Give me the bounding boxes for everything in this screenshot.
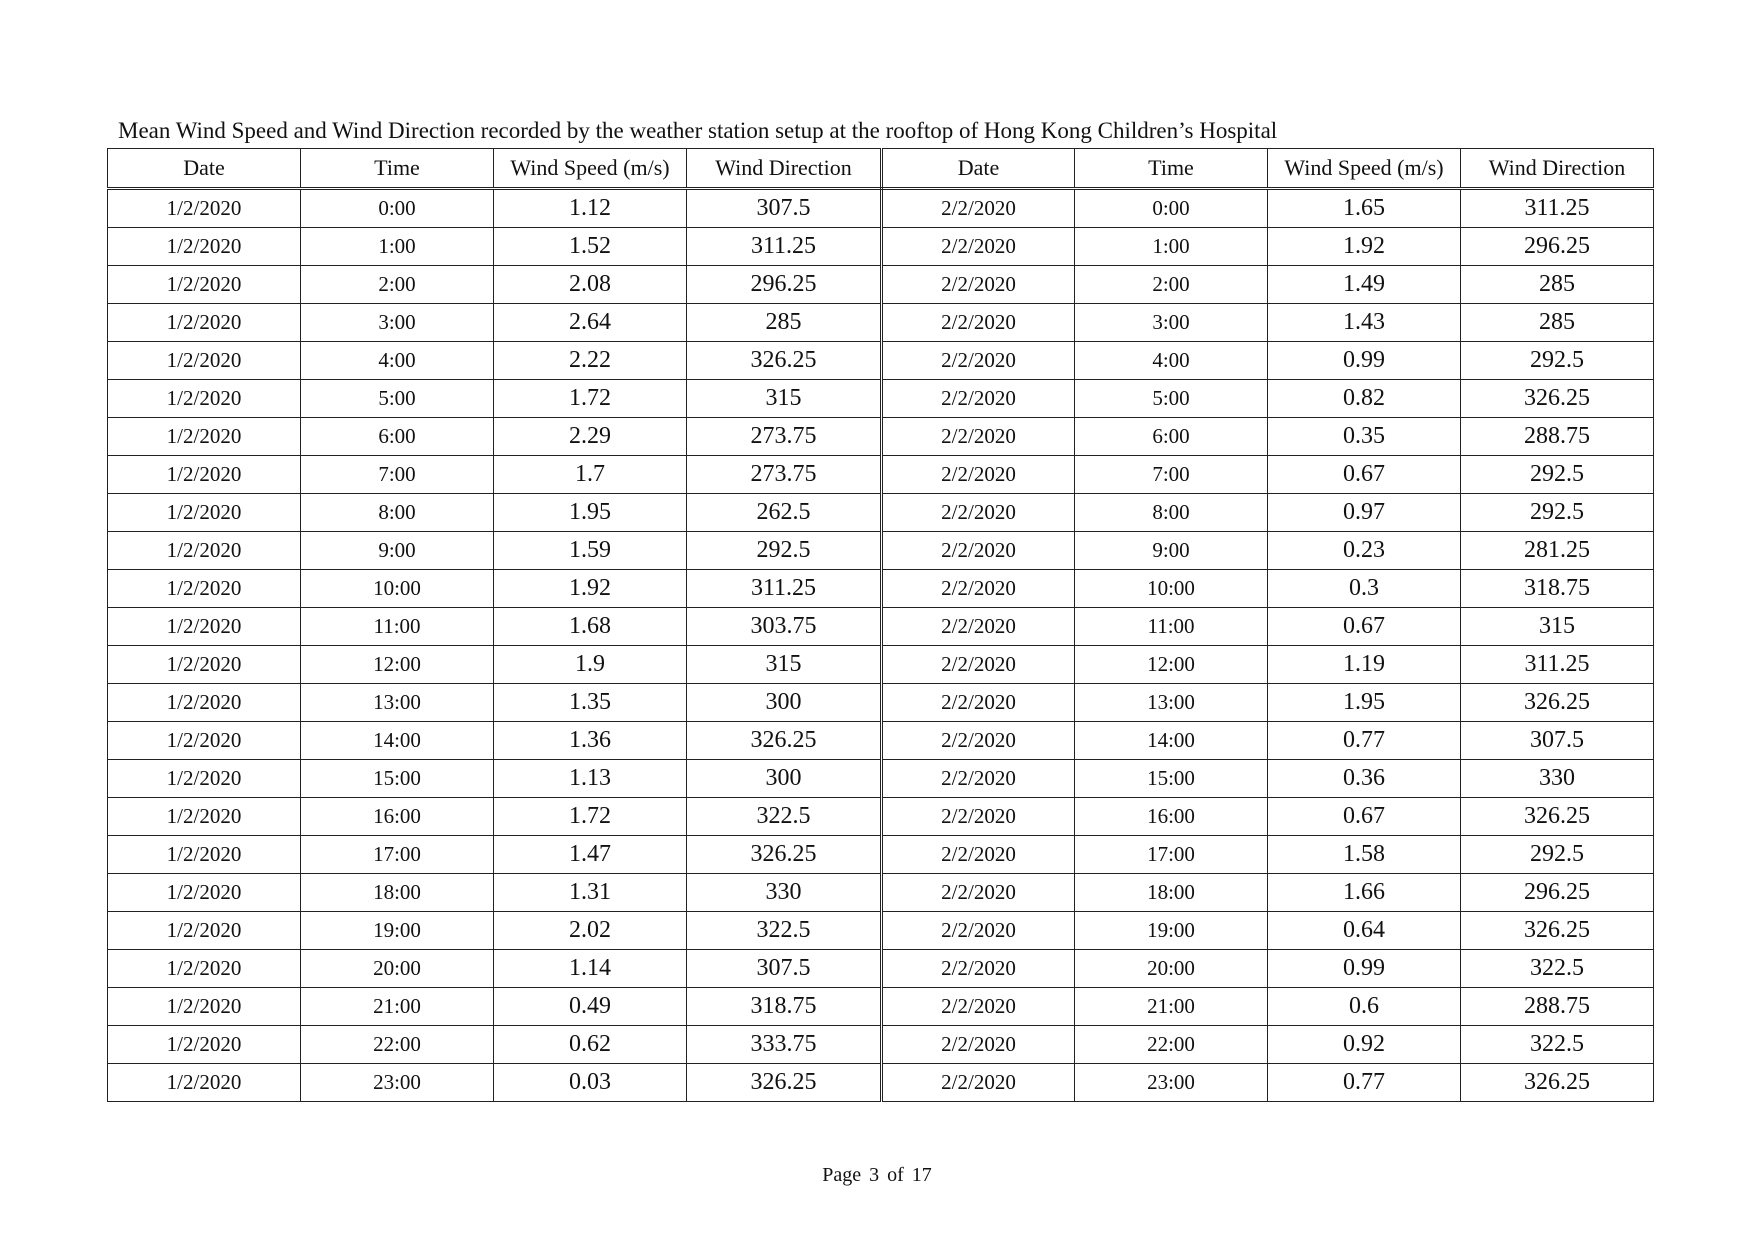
table-row [108,722,1654,760]
wind-direction-cell: 307.5 [687,950,882,988]
table-row [108,608,1654,646]
wind-speed-cell: 0.67 [1268,798,1461,836]
wind-speed-cell: 1.68 [494,608,687,646]
wind-direction-cell: 307.5 [1461,722,1654,760]
wind-speed-cell: 0.6 [1268,988,1461,1026]
time-cell: 19:00 [301,912,494,950]
time-cell: 12:00 [1075,646,1268,684]
wind-direction-cell: 296.25 [1461,228,1654,266]
time-cell: 2:00 [301,266,494,304]
wind-direction-cell: 318.75 [687,988,882,1026]
page-label: Page [822,1164,862,1186]
wind-speed-cell: 0.36 [1268,760,1461,798]
wind-speed-cell: 2.29 [494,418,687,456]
column-header: Wind Speed (m/s) [494,149,687,189]
wind-direction-cell: 262.5 [687,494,882,532]
wind-direction-cell: 315 [687,380,882,418]
wind-speed-cell: 1.35 [494,684,687,722]
date-cell: 1/2/2020 [108,684,301,722]
wind-direction-cell: 330 [687,874,882,912]
time-cell: 4:00 [301,342,494,380]
table-row [108,494,1654,532]
time-cell: 22:00 [301,1026,494,1064]
wind-speed-cell: 1.13 [494,760,687,798]
wind-speed-cell: 0.67 [1268,608,1461,646]
wind-direction-cell: 311.25 [1461,189,1654,228]
date-cell: 1/2/2020 [108,228,301,266]
date-cell: 1/2/2020 [108,494,301,532]
column-header: Date [108,149,301,189]
page-footer [0,1164,1754,1187]
table-row [108,1026,1654,1064]
column-header: Wind Direction [687,149,882,189]
date-cell: 1/2/2020 [108,646,301,684]
table-row [108,874,1654,912]
date-cell: 1/2/2020 [108,418,301,456]
time-cell: 21:00 [301,988,494,1026]
date-cell: 2/2/2020 [882,1064,1075,1102]
date-cell: 1/2/2020 [108,380,301,418]
wind-direction-cell: 311.25 [1461,646,1654,684]
wind-direction-cell: 285 [687,304,882,342]
wind-speed-cell: 1.31 [494,874,687,912]
wind-data-table [107,148,1654,1102]
header-row [108,149,1654,189]
wind-direction-cell: 315 [1461,608,1654,646]
wind-direction-cell: 292.5 [1461,494,1654,532]
wind-speed-cell: 0.49 [494,988,687,1026]
time-cell: 2:00 [1075,266,1268,304]
wind-speed-cell: 0.35 [1268,418,1461,456]
table-row [108,189,1654,228]
time-cell: 1:00 [301,228,494,266]
column-header: Time [1075,149,1268,189]
wind-direction-cell: 330 [1461,760,1654,798]
wind-direction-cell: 326.25 [687,1064,882,1102]
table-row [108,646,1654,684]
table-row [108,228,1654,266]
table-body [108,189,1654,1102]
date-cell: 1/2/2020 [108,304,301,342]
time-cell: 13:00 [1075,684,1268,722]
wind-speed-cell: 0.67 [1268,456,1461,494]
date-cell: 2/2/2020 [882,722,1075,760]
date-cell: 2/2/2020 [882,418,1075,456]
wind-direction-cell: 288.75 [1461,418,1654,456]
date-cell: 1/2/2020 [108,456,301,494]
wind-direction-cell: 326.25 [1461,798,1654,836]
wind-direction-cell: 326.25 [1461,1064,1654,1102]
table-row [108,684,1654,722]
date-cell: 2/2/2020 [882,1026,1075,1064]
wind-speed-cell: 0.77 [1268,1064,1461,1102]
date-cell: 1/2/2020 [108,1026,301,1064]
column-header: Wind Direction [1461,149,1654,189]
wind-direction-cell: 285 [1461,304,1654,342]
wind-direction-cell: 285 [1461,266,1654,304]
date-cell: 1/2/2020 [108,760,301,798]
date-cell: 2/2/2020 [882,760,1075,798]
wind-speed-cell: 0.77 [1268,722,1461,760]
wind-direction-cell: 292.5 [1461,836,1654,874]
time-cell: 5:00 [301,380,494,418]
wind-direction-cell: 273.75 [687,456,882,494]
wind-direction-cell: 300 [687,684,882,722]
wind-speed-cell: 2.22 [494,342,687,380]
time-cell: 6:00 [1075,418,1268,456]
wind-direction-cell: 326.25 [1461,380,1654,418]
time-cell: 18:00 [301,874,494,912]
time-cell: 6:00 [301,418,494,456]
wind-direction-cell: 318.75 [1461,570,1654,608]
wind-direction-cell: 303.75 [687,608,882,646]
table-row [108,456,1654,494]
date-cell: 1/2/2020 [108,342,301,380]
wind-speed-cell: 0.64 [1268,912,1461,950]
time-cell: 23:00 [1075,1064,1268,1102]
wind-direction-cell: 326.25 [687,836,882,874]
date-cell: 2/2/2020 [882,836,1075,874]
date-cell: 1/2/2020 [108,266,301,304]
wind-speed-cell: 1.47 [494,836,687,874]
column-header: Date [882,149,1075,189]
time-cell: 23:00 [301,1064,494,1102]
table-row [108,912,1654,950]
date-cell: 2/2/2020 [882,266,1075,304]
wind-speed-cell: 0.23 [1268,532,1461,570]
wind-direction-cell: 326.25 [687,342,882,380]
wind-speed-cell: 0.03 [494,1064,687,1102]
time-cell: 17:00 [301,836,494,874]
time-cell: 10:00 [301,570,494,608]
wind-speed-cell: 0.82 [1268,380,1461,418]
wind-speed-cell: 1.95 [494,494,687,532]
time-cell: 9:00 [1075,532,1268,570]
wind-speed-cell: 1.92 [494,570,687,608]
time-cell: 1:00 [1075,228,1268,266]
date-cell: 1/2/2020 [108,912,301,950]
time-cell: 21:00 [1075,988,1268,1026]
date-cell: 2/2/2020 [882,380,1075,418]
table-row [108,304,1654,342]
wind-direction-cell: 311.25 [687,228,882,266]
time-cell: 0:00 [301,189,494,228]
table-row [108,418,1654,456]
wind-speed-cell: 0.99 [1268,950,1461,988]
wind-speed-cell: 1.43 [1268,304,1461,342]
wind-speed-cell: 1.66 [1268,874,1461,912]
wind-direction-cell: 311.25 [687,570,882,608]
table-caption: Mean Wind Speed and Wind Direction recorded by the weather station setup at the rooftop of Hong Kong Children’s Hospital [118,118,1278,143]
wind-direction-cell: 322.5 [687,798,882,836]
wind-speed-cell: 0.3 [1268,570,1461,608]
date-cell: 1/2/2020 [108,798,301,836]
wind-speed-cell: 1.58 [1268,836,1461,874]
time-cell: 20:00 [301,950,494,988]
wind-speed-cell: 1.92 [1268,228,1461,266]
time-cell: 8:00 [1075,494,1268,532]
wind-speed-cell: 1.14 [494,950,687,988]
wind-speed-cell: 0.62 [494,1026,687,1064]
date-cell: 2/2/2020 [882,494,1075,532]
date-cell: 2/2/2020 [882,646,1075,684]
table-row [108,1064,1654,1102]
wind-direction-cell: 333.75 [687,1026,882,1064]
date-cell: 2/2/2020 [882,304,1075,342]
date-cell: 2/2/2020 [882,874,1075,912]
date-cell: 2/2/2020 [882,912,1075,950]
date-cell: 2/2/2020 [882,950,1075,988]
date-cell: 2/2/2020 [882,189,1075,228]
time-cell: 18:00 [1075,874,1268,912]
wind-speed-cell: 2.08 [494,266,687,304]
time-cell: 22:00 [1075,1026,1268,1064]
time-cell: 0:00 [1075,189,1268,228]
date-cell: 2/2/2020 [882,342,1075,380]
time-cell: 11:00 [1075,608,1268,646]
date-cell: 2/2/2020 [882,456,1075,494]
time-cell: 7:00 [301,456,494,494]
wind-speed-cell: 1.9 [494,646,687,684]
table-row [108,760,1654,798]
date-cell: 2/2/2020 [882,608,1075,646]
date-cell: 1/2/2020 [108,1064,301,1102]
wind-direction-cell: 315 [687,646,882,684]
date-cell: 1/2/2020 [108,189,301,228]
wind-speed-cell: 1.7 [494,456,687,494]
date-cell: 1/2/2020 [108,836,301,874]
time-cell: 8:00 [301,494,494,532]
table-row [108,570,1654,608]
time-cell: 3:00 [301,304,494,342]
wind-speed-cell: 1.19 [1268,646,1461,684]
of-label: of [887,1164,904,1186]
table-row [108,950,1654,988]
wind-speed-cell: 1.72 [494,798,687,836]
time-cell: 5:00 [1075,380,1268,418]
wind-direction-cell: 307.5 [687,189,882,228]
table-row [108,798,1654,836]
date-cell: 1/2/2020 [108,570,301,608]
time-cell: 12:00 [301,646,494,684]
wind-direction-cell: 292.5 [1461,342,1654,380]
table-row [108,342,1654,380]
wind-direction-cell: 292.5 [1461,456,1654,494]
wind-direction-cell: 296.25 [1461,874,1654,912]
time-cell: 13:00 [301,684,494,722]
wind-direction-cell: 326.25 [1461,912,1654,950]
time-cell: 9:00 [301,532,494,570]
wind-speed-cell: 1.52 [494,228,687,266]
time-cell: 15:00 [1075,760,1268,798]
page-total: 17 [911,1164,932,1186]
date-cell: 2/2/2020 [882,570,1075,608]
time-cell: 14:00 [1075,722,1268,760]
wind-speed-cell: 1.12 [494,189,687,228]
wind-direction-cell: 281.25 [1461,532,1654,570]
wind-direction-cell: 326.25 [687,722,882,760]
table-row [108,380,1654,418]
time-cell: 19:00 [1075,912,1268,950]
wind-speed-cell: 0.97 [1268,494,1461,532]
table-row [108,988,1654,1026]
column-header: Time [301,149,494,189]
date-cell: 2/2/2020 [882,532,1075,570]
wind-speed-cell: 0.99 [1268,342,1461,380]
date-cell: 1/2/2020 [108,722,301,760]
date-cell: 2/2/2020 [882,684,1075,722]
time-cell: 11:00 [301,608,494,646]
time-cell: 7:00 [1075,456,1268,494]
wind-direction-cell: 322.5 [687,912,882,950]
time-cell: 16:00 [301,798,494,836]
date-cell: 1/2/2020 [108,532,301,570]
date-cell: 2/2/2020 [882,228,1075,266]
date-cell: 1/2/2020 [108,608,301,646]
wind-speed-cell: 2.02 [494,912,687,950]
date-cell: 1/2/2020 [108,874,301,912]
wind-speed-cell: 0.92 [1268,1026,1461,1064]
time-cell: 4:00 [1075,342,1268,380]
wind-speed-cell: 1.49 [1268,266,1461,304]
time-cell: 17:00 [1075,836,1268,874]
date-cell: 1/2/2020 [108,950,301,988]
date-cell: 2/2/2020 [882,988,1075,1026]
date-cell: 1/2/2020 [108,988,301,1026]
table-row [108,836,1654,874]
wind-speed-cell: 1.95 [1268,684,1461,722]
wind-speed-cell: 1.36 [494,722,687,760]
wind-speed-cell: 1.72 [494,380,687,418]
time-cell: 16:00 [1075,798,1268,836]
wind-direction-cell: 273.75 [687,418,882,456]
wind-speed-cell: 1.59 [494,532,687,570]
time-cell: 14:00 [301,722,494,760]
time-cell: 20:00 [1075,950,1268,988]
time-cell: 3:00 [1075,304,1268,342]
wind-direction-cell: 300 [687,760,882,798]
wind-direction-cell: 322.5 [1461,950,1654,988]
page-number: 3 [869,1164,880,1186]
wind-direction-cell: 296.25 [687,266,882,304]
date-cell: 2/2/2020 [882,798,1075,836]
table-row [108,532,1654,570]
wind-speed-cell: 2.64 [494,304,687,342]
time-cell: 15:00 [301,760,494,798]
wind-speed-cell: 1.65 [1268,189,1461,228]
table-row [108,266,1654,304]
time-cell: 10:00 [1075,570,1268,608]
wind-direction-cell: 288.75 [1461,988,1654,1026]
wind-direction-cell: 322.5 [1461,1026,1654,1064]
wind-direction-cell: 326.25 [1461,684,1654,722]
wind-direction-cell: 292.5 [687,532,882,570]
column-header: Wind Speed (m/s) [1268,149,1461,189]
